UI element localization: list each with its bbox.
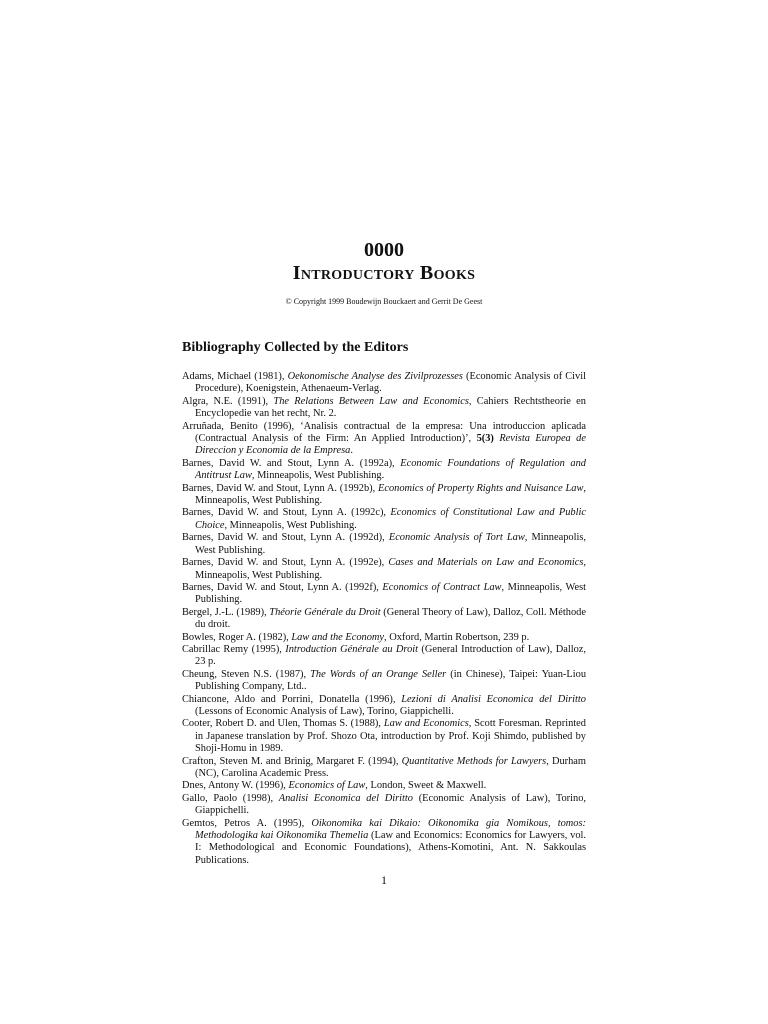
reference-text: Bowles, Roger A. (1982), xyxy=(182,631,292,643)
reference-item xyxy=(182,458,586,483)
reference-item xyxy=(182,818,586,868)
reference-title: The Words of an Orange Seller xyxy=(310,668,447,680)
reference-title: Quantitative Methods for Lawyers xyxy=(401,755,547,767)
reference-item xyxy=(182,483,586,508)
reference-item xyxy=(182,694,586,719)
reference-title: Economic Analysis of Tort Law xyxy=(388,532,525,544)
reference-title: Economic Foundations of Regulation and Antitrust Law xyxy=(195,457,586,482)
reference-text: Adams, Michael (1981), xyxy=(182,371,288,382)
reference-title: Cases and Materials on Law and Economics xyxy=(388,557,584,569)
reference-title: Economics of Constitutional Law and Public Choice xyxy=(195,507,587,531)
reference-text: . xyxy=(350,445,353,457)
reference-text: Crafton, Steven M. and Brinig, Margaret F. (1994), xyxy=(182,755,402,767)
reference-title: Oekonomische Analyse des Zivilprozesses xyxy=(287,371,463,382)
copyright-notice: © Copyright 1999 Boudewijn Bouckaert and Gerrit De Geest xyxy=(285,297,483,306)
reference-item xyxy=(182,396,586,421)
reference-text: (Economic Analysis of Civil Procedure), Koenigstein, Athenaeum-Verlag. xyxy=(195,371,587,395)
reference-item xyxy=(182,607,586,632)
reference-item xyxy=(182,507,586,532)
reference-item xyxy=(182,756,586,781)
reference-title: Oikonomika kai Dikaio: Oikonomika gia Nomikous, tomos: Methodologika kai Oikonomika Themelia xyxy=(195,817,586,842)
reference-text: , Minneapolis, West Publishing. xyxy=(195,532,587,556)
reference-text: , Scott Foresman. Reprinted in Japanese translation by Prof. Shozo Ota, introduction by Prof. Koji Shimdo, published by Shoji-Homu in 1989. xyxy=(195,718,586,755)
reference-text: Barnes, David W. and Stout, Lynn A. (1992c), xyxy=(182,507,391,519)
reference-text: Barnes, David W. and Stout, Lynn A. (1992f), xyxy=(182,581,383,593)
reference-text: (General Introduction of Law), Dalloz, 23 p. xyxy=(195,643,586,668)
reference-title: Law and Economics xyxy=(383,718,469,730)
reference-text: , London, Sweet & Maxwell. xyxy=(365,780,487,792)
reference-item xyxy=(182,421,586,458)
reference-text: Barnes, David W. and Stout, Lynn A. (1992e), xyxy=(182,557,389,569)
reference-text: , Oxford, Martin Robertson, 239 p. xyxy=(384,631,530,643)
reference-title: Economics of Contract Law xyxy=(382,581,502,593)
reference-text: (Economic Analysis of Law), Torino, Giappichelli. xyxy=(195,792,586,817)
reference-text: , Cahiers Rechtstheorie en Encyclopedie van het recht, Nr. 2. xyxy=(195,395,586,420)
reference-title: Economics of Property Rights and Nuisance Law xyxy=(377,482,584,494)
page-footer-number: 1 xyxy=(381,873,387,887)
reference-text: (in Chinese), Taipei: Yuan-Liou Publishing Company, Ltd.. xyxy=(195,668,587,693)
reference-item xyxy=(182,793,586,818)
reference-text: (Law and Economics: Economics for Lawyers, vol. I: Methodological and Economic Foundations), Athens-Komotini, Ant. N. Sakkoulas Publications. xyxy=(195,830,586,866)
reference-text: Cabrillac Remy (1995), xyxy=(182,643,286,655)
reference-item xyxy=(182,582,586,607)
reference-item xyxy=(182,780,586,792)
reference-text: , Minneapolis, West Publishing. xyxy=(195,557,586,581)
reference-item xyxy=(182,557,586,582)
page-number-code: 0000 xyxy=(364,239,404,261)
reference-text: Arruñada, Benito (1996), ‘Analisis contractual de la empresa: Una introduccion aplicada (Contractual Analysis of the Firm: An Applied Introduction)’, xyxy=(182,420,586,445)
reference-text: Gemtos, Petros A. (1995), xyxy=(182,817,312,829)
reference-title: Law and the Economy xyxy=(291,631,385,643)
reference-text: , Minneapolis, West Publishing. xyxy=(251,470,385,482)
reference-text: , Minneapolis, West Publishing. xyxy=(195,482,586,507)
reference-text: Cooter, Robert D. and Ulen, Thomas S. (1988), xyxy=(182,718,384,730)
reference-text: (Lessons of Economic Analysis of Law), Torino, Giappichelli. xyxy=(195,705,454,717)
reference-item xyxy=(182,371,586,396)
reference-text: Algra, N.E. (1991), xyxy=(182,395,274,407)
reference-item xyxy=(182,669,586,694)
reference-text: , Minneapolis, West Publishing. xyxy=(195,581,587,606)
reference-title: Analisi Economica del Diritto xyxy=(278,792,413,804)
section-heading: Bibliography Collected by the Editors xyxy=(182,340,409,355)
reference-title: Lezioni di Analisi Economica del Diritto xyxy=(401,693,586,705)
reference-text: Cheung, Steven N.S. (1987), xyxy=(182,668,311,680)
reference-text: Barnes, David W. and Stout, Lynn A. (1992a), xyxy=(182,457,401,469)
reference-text: Barnes, David W. and Stout, Lynn A. (1992b), xyxy=(182,482,378,494)
reference-title: Théorie Générale du Droit xyxy=(269,606,381,618)
reference-text: Gallo, Paolo (1998), xyxy=(182,792,279,804)
reference-item xyxy=(182,644,586,669)
reference-item xyxy=(182,532,586,557)
reference-text: Barnes, David W. and Stout, Lynn A. (1992d), xyxy=(182,532,389,544)
reference-volume: 5(3) xyxy=(476,433,494,445)
reference-item xyxy=(182,632,586,644)
reference-text: Dnes, Antony W. (1996), xyxy=(182,780,289,792)
reference-text: , Durham (NC), Carolina Academic Press. xyxy=(195,755,586,779)
reference-title: Introduction Générale au Droit xyxy=(285,643,419,655)
reference-item xyxy=(182,718,586,755)
reference-text: , Minneapolis, West Publishing. xyxy=(224,519,357,531)
reference-text: Chiancone, Aldo and Porrini, Donatella (1996), xyxy=(182,693,402,705)
page-title: Introductory Books xyxy=(292,262,476,284)
reference-title: Revista Europea de Direccion y Economia de la Empresa xyxy=(195,433,586,457)
reference-title: The Relations Between Law and Economics xyxy=(273,395,469,407)
reference-title: Economics of Law xyxy=(288,780,366,792)
reference-list xyxy=(182,371,586,867)
reference-text: Bergel, J.-L. (1989), xyxy=(182,606,270,618)
reference-text: (General Theory of Law), Dalloz, Coll. Méthode du droit. xyxy=(195,606,586,631)
